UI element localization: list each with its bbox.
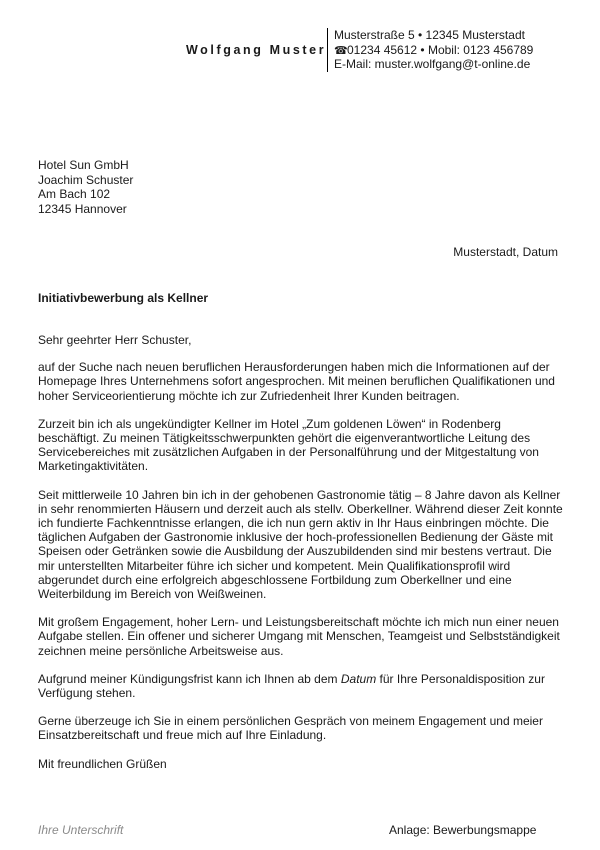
telephone-icon: ☎ (334, 44, 348, 57)
sender-name: Wolfgang Muster (186, 43, 327, 57)
header-divider (327, 28, 328, 72)
sender-email: E-Mail: muster.wolfgang@t-online.de (334, 57, 531, 71)
paragraph-experience: Seit mittlerweile 10 Jahren bin ich in der gehobenen Gastronomie tätig – 8 Jahre davon als Kellner in sehr renommierten Häusern und derzeit auch als stellv. Oberkellner. Während dieser Zeit konnte ich fundierte Fachkenntnisse erlangen, die ich nun gern aktiv in Ihr Haus einbringen möchte. Die täglichen Aufgaben der Gastronomie inklusive der hoch-professionellen Bedienung der Gäste mit Speisen oder Getränken sowie die Ausbildung der Auszubildenden sind mir bestens vertraut. Die mir unterstellten Mitarbeiter führe ich sicher und kompetent. Mein Qualifikationsprofil wird abgerundet durch eine erfolgreich abgeschlossene Fortbildung zum Oberkellner und eine Weiterbildung im Bereich von Weißweinen. (38, 487, 563, 602)
signature-placeholder: Ihre Unterschrift (38, 823, 124, 837)
letter-subject: Initiativbewerbung als Kellner (38, 291, 209, 305)
sender-phone-line (334, 43, 533, 58)
closing-greeting: Mit freundlichen Grüßen (38, 756, 167, 771)
availability-date-placeholder: Datum (340, 671, 377, 686)
paragraph-current-position: Zurzeit bin ich als ungekündigter Kellner im Hotel „Zum goldenen Löwen“ in Rodenberg beschäftigt. Zu meinen Tätigkeitsschwerpunkten gehört die eigenverantwortliche Leitung des Servicebereiches mit zusätzlichen Aufgaben in der Personalführung und der Mitgestaltung von Marketingaktivitäten. (38, 416, 539, 474)
paragraph-closing: Gerne überzeuge ich Sie in einem persönlichen Gespräch von meinem Engagement und meier Einsatzbereitschaft und freue mich auf Ihre Einladung. (38, 714, 543, 743)
paragraph-availability (38, 672, 563, 700)
sender-contact-block (334, 28, 533, 72)
sender-phone: 01234 45612 • Mobil: 0123 456789 (347, 42, 534, 57)
availability-text-start: Aufgrund meiner Kündigungsfrist kann ich Ihnen ab dem (38, 671, 341, 686)
recipient-contact: Joachim Schuster (38, 172, 134, 187)
sender-address: Musterstraße 5 • 12345 Musterstadt (334, 28, 525, 42)
salutation: Sehr geehrter Herr Schuster, (38, 333, 192, 347)
recipient-city: 12345 Hannover (38, 201, 127, 216)
recipient-address (38, 158, 133, 216)
availability-text-end: für Ihre Personaldisposition zur Verfügung stehen. (38, 671, 545, 701)
paragraph-motivation: Mit großem Engagement, hoher Lern- und Leistungsbereitschaft möchte ich mich nun einer neuen Aufgabe stellen. Ein offener und sicherer Umgang mit Menschen, Teamgeist und Selbstständigkeit zeichnen meine persönliche Arbeitsweise aus. (38, 615, 560, 658)
letter-body (38, 333, 563, 785)
recipient-company: Hotel Sun GmbH (38, 158, 129, 172)
place-date: Musterstadt, Datum (453, 245, 558, 259)
enclosure-note: Anlage: Bewerbungsmappe (389, 823, 537, 837)
paragraph-introduction: auf der Suche nach neuen beruflichen Herausforderungen haben mich die Informationen auf der Homepage Ihres Unternehmens sofort angesprochen. Mit meinen beruflichen Qualifikationen und hoher Serviceorientierung möchte ich zur Zufriedenheit Ihrer Kunden beitragen. (38, 360, 555, 403)
recipient-street: Am Bach 102 (38, 187, 111, 201)
